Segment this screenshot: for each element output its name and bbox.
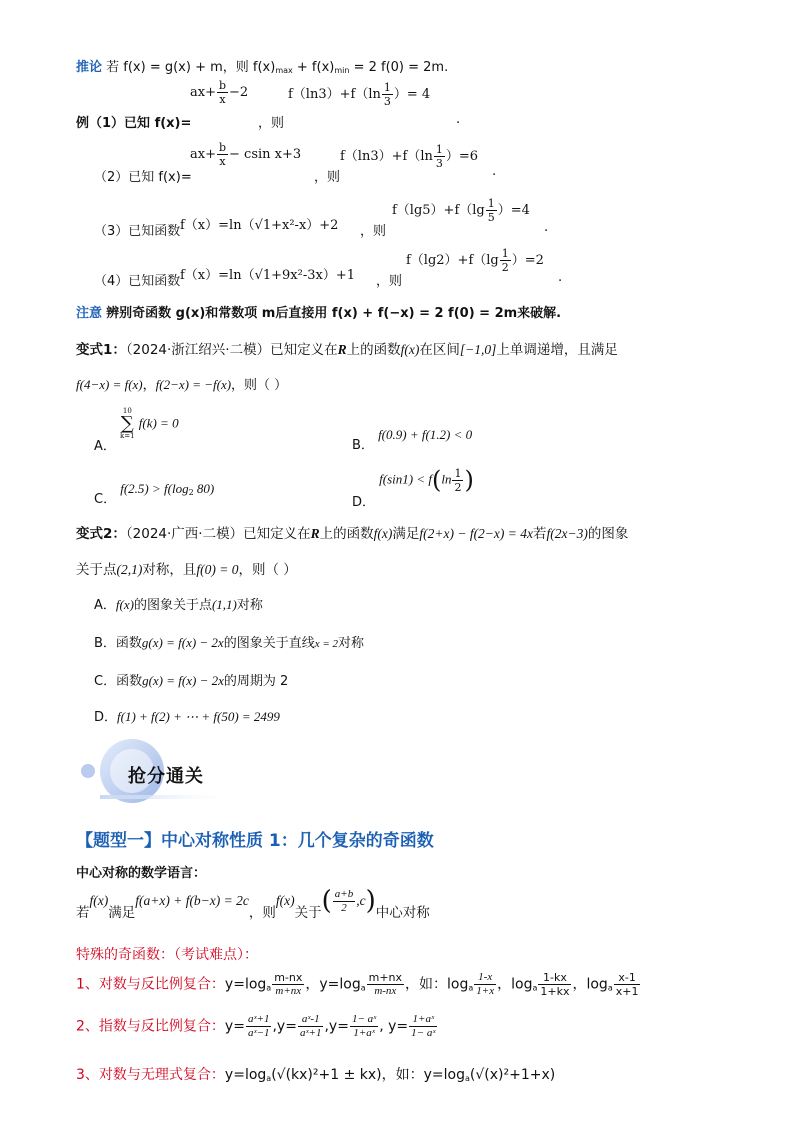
v1-a-label: A． <box>94 438 116 454</box>
v2-b-label: B．函数 <box>94 636 142 651</box>
center-statement: 若f(x)满足f(a+x) + f(b−x) = 2c，则f(x)关于( $\frac{a+b}{2}$ ,c)中心对称 <box>76 886 430 921</box>
v1-a-sum: 10 ∑ k=1 <box>120 407 135 440</box>
note-text: 辨别奇函数 g(x)和常数项 m后直接用 f(x) + f(−x) = 2 f(0) = 2m来破解. <box>106 306 562 321</box>
v2-a-pt: (1,1) <box>211 597 237 612</box>
v2-line1 <box>76 522 628 542</box>
ex1-rhs-a: f（ln3）+f（ln <box>288 87 381 102</box>
inference-line <box>76 56 448 75</box>
center-then: ，则 <box>248 905 276 921</box>
l2-frac2: $\frac{\text{aˣ-1}}{\text{aˣ+1}}$ <box>299 1013 322 1039</box>
v2-ask: ，则（ ） <box>238 562 297 578</box>
ex2-expr-post: − csin x+3 <box>229 147 302 162</box>
l1-frac1: $\frac{m-nx}{m+nx}$ <box>274 971 303 997</box>
l1-frac2: $\frac{m+nx}{m-nx}$ <box>368 971 403 997</box>
center-about: 关于 <box>294 905 322 921</box>
v2-line2 <box>76 558 297 578</box>
special-heading: 特殊的奇函数：（考试难点）： <box>76 947 258 963</box>
center-fx2: f(x) <box>275 893 295 908</box>
min-sub: min <box>334 66 350 75</box>
v2-a-expr: f(x) <box>115 597 134 612</box>
ex2-frac: $\frac{b}{x}$ <box>218 141 227 168</box>
v2-line2-b: 对称，且 <box>142 562 197 578</box>
v2-b-line: x = 2 <box>314 638 339 650</box>
ex1-expr <box>190 80 248 105</box>
v2-option-d[interactable] <box>94 706 280 725</box>
v1-c-expr: f(2.5) > f(log <box>120 481 189 496</box>
v1-b-label: B． <box>352 438 374 453</box>
center-pre: 若 <box>76 905 90 921</box>
v1-option-c[interactable] <box>94 478 215 507</box>
special-l3-b: (√(x)²+1+x) <box>469 1067 556 1083</box>
center-end: 中心对称 <box>375 905 430 921</box>
v2-mid3: 若 <box>533 526 547 542</box>
center-cond: f(a+x) + f(b−x) = 2c <box>135 893 249 908</box>
ex4-dot: . <box>558 270 563 285</box>
ex3-expr: f（x）=ln（√1+x²-x）+2 <box>180 218 339 233</box>
v2-pt: (2,1) <box>116 562 143 577</box>
inference-tail: = 2 f(0) = 2m. <box>353 60 449 75</box>
ex3-rhs-a: f（lg5）+f（lg <box>392 203 485 218</box>
ex2-then: ，则 <box>314 170 341 185</box>
ex1-rhs <box>288 82 430 107</box>
special-l1-label: 1、对数与反比例复合： <box>76 976 225 993</box>
special-line2: 2、指数与反比例复合：y= $\frac{\text{aˣ+1}}{\text{aˣ−1}}$ ,y= $\frac{\text{aˣ-1}}{\text{aˣ+1}}$ ,y= $\frac{\text{1− aˣ}}{\text{1+aˣ}}$ , y= $\frac{\text{1+aˣ}}{\text{1− aˣ}}$ <box>76 1013 436 1039</box>
inference-text: 若 f(x) = g(x) + m，则 f(x) <box>106 60 276 75</box>
note-tag: 注意 <box>76 306 103 321</box>
l2-frac3: $\frac{\text{1− aˣ}}{\text{1+aˣ}}$ <box>351 1013 377 1039</box>
v2-d-label: D． <box>94 710 118 725</box>
v1-label: 变式1： <box>76 342 126 358</box>
ex4-label: （4）已知函数 <box>94 274 181 289</box>
v1-a-expr: f(k) = 0 <box>138 415 179 431</box>
ex4-rhs-a: f（lg2）+f（lg <box>406 253 499 268</box>
inference-tag: 推论 <box>76 60 103 75</box>
ex4-then: ，则 <box>376 274 403 289</box>
v2-line2-a: 关于点 <box>76 562 117 578</box>
v1-b-expr: f(0.9) + f(1.2) < 0 <box>378 427 473 442</box>
center-pt-frac: $\frac{a+b}{2}$ <box>334 887 354 914</box>
ex2-rhs-b: ）=6 <box>445 149 479 164</box>
ex2-label: （2）已知 f(x)= <box>94 170 192 185</box>
ex2-expr <box>190 142 301 167</box>
ex2-rhs <box>340 144 478 169</box>
v1-interval: [−1,0] <box>459 342 497 357</box>
v1-d-frac: $\frac{1}{2}$ <box>454 466 462 494</box>
v1-cond2: f(2−x) = −f(x) <box>155 377 232 392</box>
special-l1-a: y=log <box>224 976 267 993</box>
ex1-label: 例（1）已知 f(x)= <box>76 116 192 131</box>
ex1-frac: $\frac{b}{x}$ <box>218 79 227 106</box>
v2-R: R <box>310 526 320 541</box>
l1-frac4: $\frac{1-kx}{1+kx}$ <box>540 971 570 998</box>
v2-end: 的图象 <box>587 526 629 542</box>
ex1-rhs-frac: $\frac{1}{3}$ <box>383 81 391 108</box>
v2-g: f(2x−3) <box>546 526 588 541</box>
banner-title: 抢分通关 <box>128 766 204 787</box>
v2-mid2: 满足 <box>392 526 420 542</box>
ex3-rhs-frac: $\frac{1}{5}$ <box>487 197 495 224</box>
ex2-dot: . <box>492 164 497 179</box>
ex3-label: （3）已知函数 <box>94 224 181 239</box>
v1-c-end: 80) <box>193 481 215 496</box>
special-l1-b: ，y=log <box>305 976 361 993</box>
max-sub: max <box>275 66 293 75</box>
v1-d-label: D． <box>352 494 376 510</box>
center-fx: f(x) <box>89 893 109 908</box>
v2-a-label: A． <box>94 598 116 613</box>
special-l1-sep2: ，log <box>572 976 608 993</box>
v2-mid: 上的函数 <box>319 526 374 542</box>
v2-a-mid: 的图象关于点 <box>133 598 212 613</box>
ex4-rhs-frac: $\frac{1}{2}$ <box>501 247 509 274</box>
special-l1-sep: ，log <box>497 976 533 993</box>
special-l2-y: y= <box>224 1018 245 1035</box>
ex4-rhs-b: ）=2 <box>511 253 544 268</box>
l2-frac4: $\frac{\text{1+aˣ}}{\text{1− aˣ}}$ <box>411 1013 436 1039</box>
center-heading: 中心对称的数学语言： <box>76 866 207 881</box>
special-l1-ex: ，如：log <box>405 976 469 993</box>
special-l2-y4: y= <box>388 1018 409 1035</box>
v2-option-c[interactable] <box>94 670 288 689</box>
v2-b-mid: 的图象关于直线 <box>223 636 315 651</box>
ex2-rhs-frac: $\frac{1}{3}$ <box>435 143 443 170</box>
v1-option-d[interactable]: D． f(sin1) < f(ln $\frac{1}{2}$ ) <box>352 466 474 510</box>
v1-d-ln: ln <box>441 471 452 487</box>
v1-cond1: f(4−x) = f(x) <box>76 377 143 392</box>
v1-option-a[interactable] <box>94 407 179 454</box>
center-pt-c: ,c <box>356 893 366 908</box>
v1-c-label: C． <box>94 492 117 507</box>
note-line <box>76 302 561 321</box>
v2-a-end: 对称 <box>236 598 263 613</box>
special-l3-ex: ，如：y=log <box>381 1067 465 1083</box>
ex1-dot: . <box>456 112 461 127</box>
v1-R: R <box>337 342 347 357</box>
l1-frac3: $\frac{1-x}{1+x}$ <box>476 971 495 997</box>
special-line3: 3、对数与无理式复合：$y=\log_a(√(kx)^2+1 \pm kx)$，如：$y=\log_a(√(x)^2+1+x)$ <box>76 1067 556 1083</box>
v1-line2 <box>76 374 287 393</box>
ex2-rhs-a: f（ln3）+f（ln <box>340 149 433 164</box>
v1-src: （2024·浙江绍兴·二模）已知定义在 <box>125 342 338 358</box>
v1-option-b[interactable] <box>352 424 473 453</box>
ex4-expr: f（x）=ln（√1+9x²-3x）+1 <box>180 268 355 283</box>
ex3-then: ，则 <box>360 224 387 239</box>
v2-f0: f(0) = 0 <box>196 562 239 577</box>
ex1-expr-post: −2 <box>229 85 249 100</box>
v2-option-a[interactable] <box>94 594 263 613</box>
section-title: 【题型一】中心对称性质 1：几个复杂的奇函数 <box>76 831 434 851</box>
v2-label: 变式2： <box>76 526 126 542</box>
v1-c-sub: 2 <box>188 488 194 497</box>
v1-mid2: 在区间 <box>419 342 460 358</box>
special-line1: 1、对数与反比例复合：$y=\log_a$ $\frac{m-nx}{m+nx}$ ，$y=\log_a$ $\frac{m+nx}{m-nx}$ ，如：$\log_a$ $\frac{1-x}{1+x}$ ，$\log_a$ $\frac{1-kx}{1+kx}$ ，$\log_a$ $\frac{x-1}{x+1}$ <box>76 971 639 998</box>
special-l3-label: 3、对数与无理式复合： <box>76 1067 225 1083</box>
v2-d-expr: f(1) + f(2) + ⋯ + f(50) = 2499 <box>117 709 280 724</box>
v2-option-b[interactable] <box>94 632 364 651</box>
v2-c-end: 的周期为 2 <box>223 674 289 689</box>
v1-comma: ， <box>142 378 156 393</box>
special-l2-y2: y= <box>276 1018 297 1035</box>
ex1-then: ，则 <box>258 116 285 131</box>
v2-fx: f(x) <box>373 526 393 541</box>
ex1-rhs-b: ）= 4 <box>393 87 431 102</box>
ex4-rhs <box>406 248 544 273</box>
ex3-rhs <box>392 198 530 223</box>
v2-b-expr: g(x) = f(x) − 2x <box>141 635 224 650</box>
special-l2-y3: y= <box>328 1018 349 1035</box>
v2-cond: f(2+x) − f(2−x) = 4x <box>419 526 534 541</box>
special-l2-label: 2、指数与反比例复合： <box>76 1018 225 1035</box>
special-l3-a: (√(kx)²+1 ± kx) <box>271 1067 382 1083</box>
special-l3-expr: y=log <box>224 1067 267 1083</box>
v1-ask: ，则（ ） <box>231 378 288 393</box>
v1-fx: f(x) <box>400 342 420 357</box>
ex2-expr-pre: ax+ <box>190 147 216 162</box>
ex1-expr-pre: ax+ <box>190 85 216 100</box>
l1-frac5: $\frac{x-1}{x+1}$ <box>615 971 639 998</box>
v1-end: 上单调递增，且满足 <box>496 342 618 358</box>
ex3-rhs-b: ）=4 <box>497 203 530 218</box>
v1-mid: 上的函数 <box>346 342 401 358</box>
v1-d-expr: f(sin1) < f <box>379 471 432 487</box>
v1-line1 <box>76 338 618 358</box>
center-mid: 满足 <box>108 905 136 921</box>
v2-src: （2024·广西·二模）已知定义在 <box>125 526 311 542</box>
v2-c-expr: g(x) = f(x) − 2x <box>142 673 224 688</box>
v2-c-label: C．函数 <box>94 674 143 689</box>
l2-frac1: $\frac{\text{aˣ+1}}{\text{aˣ−1}}$ <box>247 1013 270 1039</box>
v2-b-end: 对称 <box>338 636 365 651</box>
ex3-dot: . <box>544 220 549 235</box>
inference-plus: + f(x) <box>292 60 335 75</box>
